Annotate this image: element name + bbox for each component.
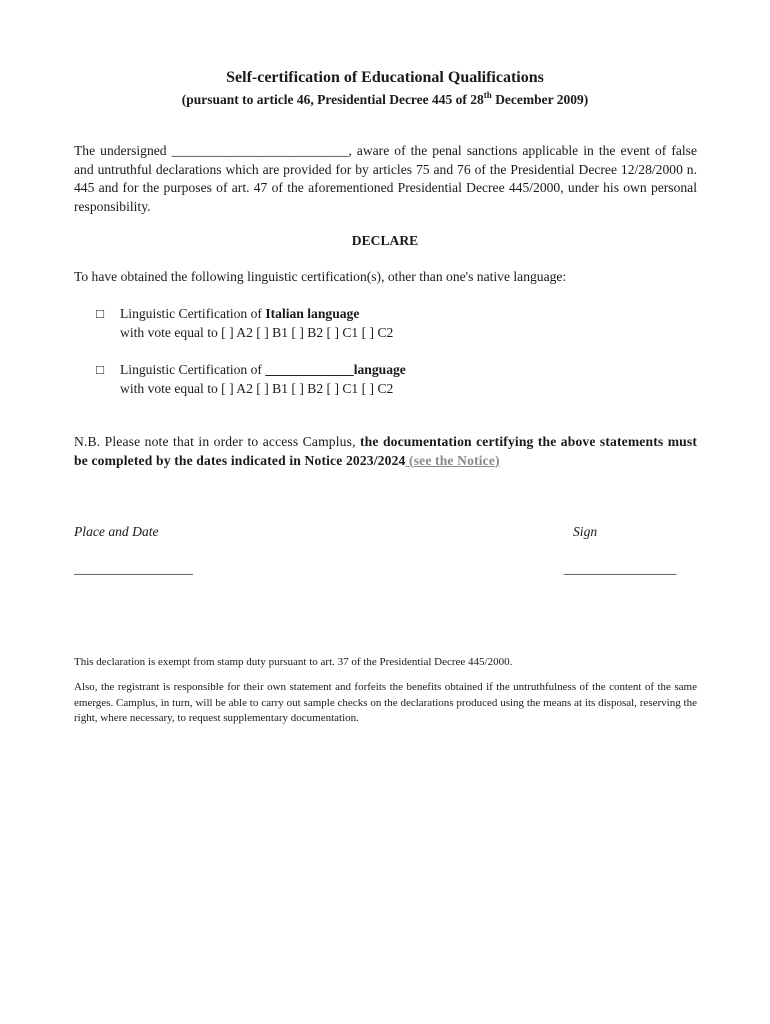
nb-paragraph: [74, 433, 697, 470]
signature-field[interactable]: _________________: [564, 561, 677, 576]
certification-item-italian: [96, 305, 393, 342]
stamp-duty-note: This declaration is exempt from stamp duty pursuant to art. 37 of the Presidential Decree 445/2000.: [74, 656, 513, 668]
certification-language-blank: _____________language: [265, 362, 406, 377]
subtitle-superscript: th: [483, 90, 492, 100]
place-date-label: Place and Date: [74, 524, 159, 539]
certification-label: Linguistic Certification of: [120, 362, 266, 377]
certification-item-other: [96, 361, 406, 398]
sign-label: Sign: [573, 524, 598, 539]
subtitle-text-end: December 2009): [491, 92, 589, 107]
declare-heading: DECLARE: [351, 233, 419, 248]
checkbox-icon[interactable]: □: [96, 306, 105, 321]
checkbox-icon[interactable]: □: [96, 362, 105, 377]
vote-line: with vote equal to [ ] A2 [ ] B1 [ ] B2 [ ] C1 [ ] C2: [120, 324, 394, 340]
lead-in-paragraph: To have obtained the following linguistic certification(s), other than one's native language:: [74, 269, 567, 284]
responsibility-note: Also, the registrant is responsible for their own statement and forfeits the benefits obtained if the untruthfulness of the content of the same emerges. Camplus, in turn, will be able to carry out sample checks on the declarations produced using the means at its disposal, reserving the right, where necessary, to request supplementary documentation.: [74, 681, 697, 724]
nb-bold-text: the documentation certifying the above statements must be completed by the dates indicated in Notice 2023/2024: [74, 434, 697, 468]
document-subtitle: [0, 92, 770, 108]
place-date-field[interactable]: __________________: [74, 561, 193, 576]
nb-text: N.B. Please note that in order to access Camplus,: [74, 434, 360, 449]
certification-label: Linguistic Certification of: [120, 306, 266, 321]
vote-line: with vote equal to [ ] A2 [ ] B1 [ ] B2 [ ] C1 [ ] C2: [120, 380, 394, 396]
certification-language: Italian language: [265, 306, 360, 321]
document-title: Self-certification of Educational Qualifications: [226, 69, 544, 86]
intro-paragraph: The undersigned __________________________, aware of the penal sanctions applicable in the event of false and untruthful declarations which are provided for by articles 75 and 76 of the Presidential Decree 12/28/2000 n. 445 and for the purposes of art. 47 of the aforementioned Presidential Decree 445/2000, under his own personal responsibility.: [74, 143, 697, 214]
subtitle-text: (pursuant to article 46, Presidential Decree 445 of 28: [181, 92, 484, 107]
see-notice-link[interactable]: (see the Notice): [405, 452, 500, 468]
